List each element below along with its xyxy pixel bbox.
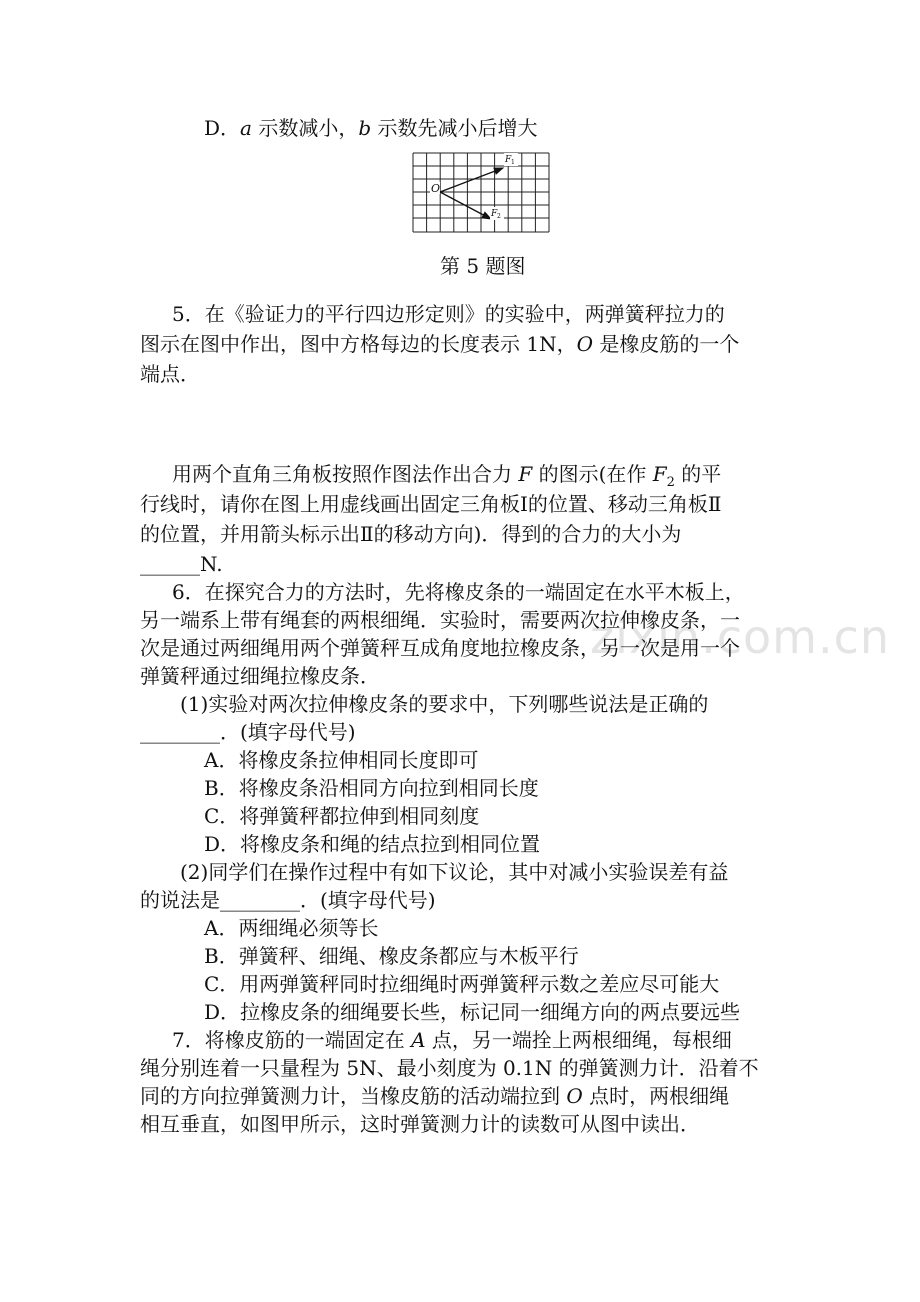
q5-text: 的平 — [674, 462, 722, 486]
q6-sub2-option-b: B．弹簧秤、细绳、橡皮条都应与木板平行 — [204, 944, 579, 968]
var-o-point: O — [566, 1084, 583, 1108]
subscript: 2 — [666, 475, 675, 490]
var-o: O — [576, 332, 593, 356]
q6-sub2-option-a: A．两细绳必须等长 — [204, 916, 379, 940]
q7-line-4: 相互垂直，如图甲所示，这时弹簧测力计的读数可从图中读出． — [140, 1112, 700, 1136]
q5-line-3: 端点． — [140, 362, 200, 386]
figure-caption: 第 5 题图 — [440, 254, 526, 278]
q6-sub2-line-2: 的说法是________．(填字母代号) — [140, 888, 436, 912]
option-label: D． — [204, 116, 241, 140]
q6-sub1-option-d: D．将橡皮条和绳的结点拉到相同位置 — [204, 832, 541, 856]
var-f: F — [518, 462, 533, 486]
q7-text: 点，另一端拴上两根细绳，每根细 — [425, 1028, 732, 1052]
q6-sub1-option-c: C．将弹簧秤都拉伸到相同刻度 — [204, 804, 480, 828]
q5-text: 的图示(在作 — [532, 462, 653, 486]
q5-line-2 — [140, 330, 739, 358]
option-text: 示数先减小后增大 — [371, 116, 538, 140]
f1-subscript: 1 — [511, 159, 515, 166]
q6-line-4: 弹簧秤通过细绳拉橡皮条． — [140, 664, 380, 688]
q7-text: 7．将橡皮筋的一端固定在 — [172, 1028, 412, 1052]
q6-line-1: 6．在探究合力的方法时，先将橡皮条的一端固定在水平木板上， — [172, 580, 745, 604]
option-d-line — [204, 114, 538, 142]
q6-line-2: 另一端系上带有绳套的两根细绳．实验时，需要两次拉伸橡皮条，一 — [140, 608, 740, 632]
q6-sub1-option-b: B．将橡皮条沿相同方向拉到相同长度 — [204, 776, 539, 800]
q5-text: 是橡皮筋的一个 — [593, 332, 740, 356]
q6-sub2-option-d: D．拉橡皮条的细绳要长些，标记同一细绳方向的两点要远些 — [204, 1000, 741, 1024]
var-b: b — [358, 116, 372, 140]
option-text: 示数减小， — [251, 116, 359, 140]
q7-line-1 — [172, 1026, 732, 1054]
q6-line-3: 次是通过两细绳用两个弹簧秤互成角度地拉橡皮条，另一次是用一个 — [140, 636, 740, 660]
q5-line-1: 5．在《验证力的平行四边形定则》的实验中，两弹簧秤拉力的 — [172, 302, 725, 326]
q6-sub1-line-2: ________．(填字母代号) — [140, 720, 356, 744]
q6-sub1-option-a: A．将橡皮条拉伸相同长度即可 — [204, 748, 479, 772]
q5-para2-line-4: ______N. — [140, 552, 223, 576]
origin-label: O — [431, 182, 441, 195]
q5-text: 用两个直角三角板按照作图法作出合力 — [172, 462, 519, 486]
watermark: zixin.com.cn — [590, 610, 891, 664]
f1-arrow — [440, 168, 503, 192]
q5-para2-line-2: 行线时，请你在图上用虚线画出固定三角板Ⅰ的位置、移动三角板Ⅱ — [140, 492, 722, 516]
f1-label: F — [505, 155, 512, 165]
q6-sub1-line-1: (1)实验对两次拉伸橡皮条的要求中，下列哪些说法是正确的 — [180, 692, 709, 716]
force-grid-figure — [412, 152, 552, 236]
q5-text: 图示在图中作出，图中方格每边的长度表示 1N， — [140, 332, 577, 356]
q7-line-3 — [140, 1082, 729, 1110]
f2-subscript: 2 — [497, 213, 501, 220]
q7-text: 同的方向拉弹簧测力计，当橡皮筋的活动端拉到 — [140, 1084, 567, 1108]
var-f2: F — [652, 462, 667, 486]
var-a-point: A — [411, 1028, 426, 1052]
q6-sub2-option-c: C．用两弹簧秤同时拉细绳时两弹簧秤示数之差应尽可能大 — [204, 972, 720, 996]
q7-line-2: 绳分别连着一只量程为 5N、最小刻度为 0.1N 的弹簧测力计．沿着不 — [140, 1056, 759, 1080]
f2-label: F — [491, 209, 498, 219]
q5-para2-line-3: 的位置，并用箭头标示出Ⅱ的移动方向)．得到的合力的大小为 — [140, 522, 682, 546]
q7-text: 点时，两根细绳 — [582, 1084, 730, 1108]
var-a: a — [240, 116, 252, 140]
q6-sub2-line-1: (2)同学们在操作过程中有如下议论，其中对减小实验误差有益 — [180, 860, 729, 884]
